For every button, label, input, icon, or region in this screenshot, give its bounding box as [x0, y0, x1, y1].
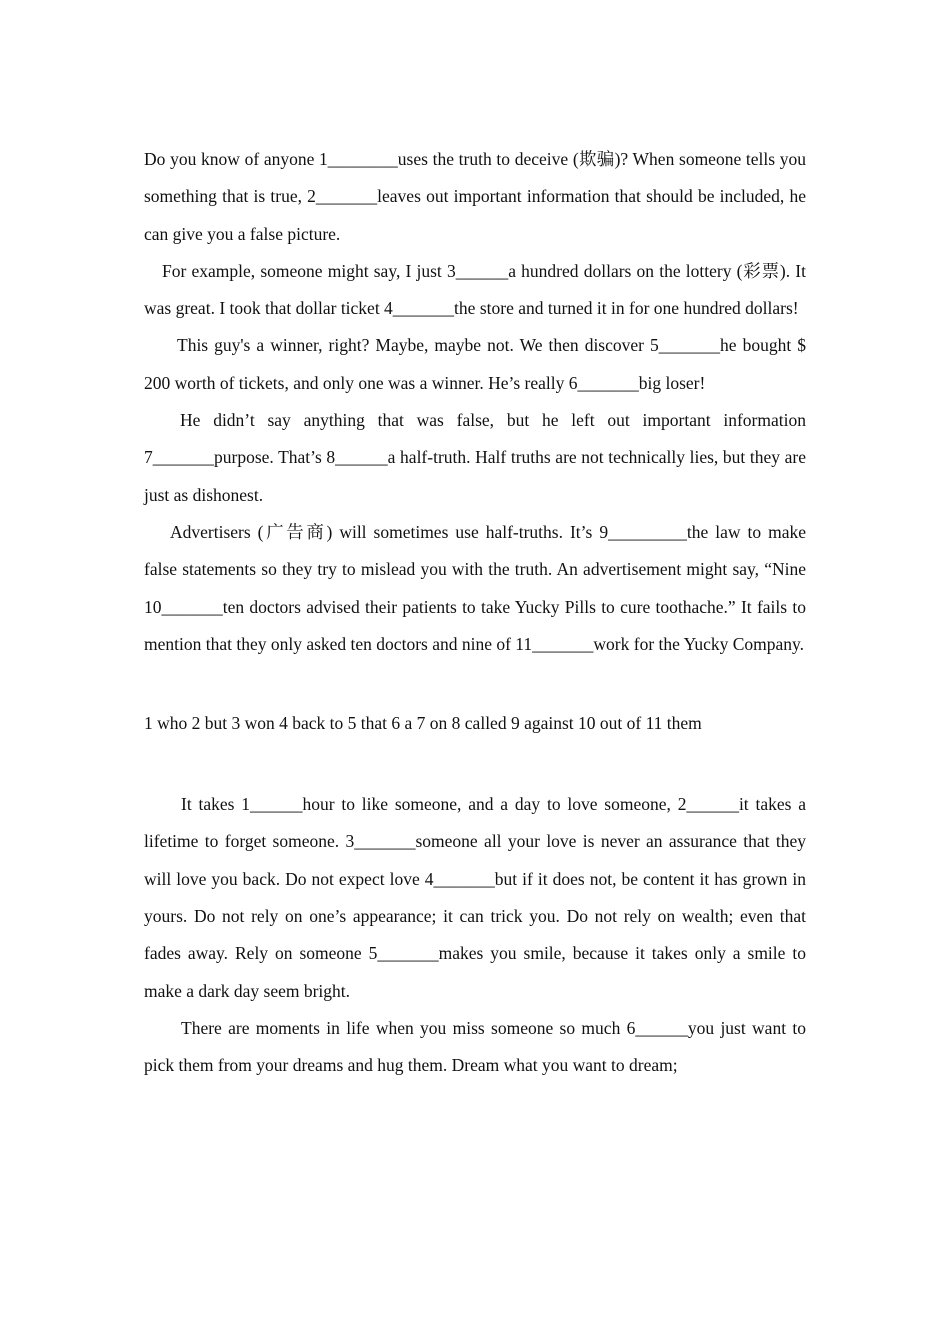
passage1-paragraph-5: Advertisers (广告商) will sometimes use half-truths. It’s 9_________the law to make false statements so they try to mislead you with the truth. An advertisement might say, “Nine 10_______ten doctors advised their patients to take Yucky Pills to cure toothache.” It fails to mention that they only asked ten doctors and nine of 11_______work for the Yucky Company. [144, 521, 806, 654]
spacer [144, 736, 806, 786]
passage1-paragraph-4: He didn’t say anything that was false, but he left out important information 7_______purpose. That’s 8______a half-truth. Half truths are not technically lies, but they are just as dishonest. [144, 410, 806, 505]
document-page [144, 141, 806, 1085]
passage1-paragraph-1: Do you know of anyone 1________uses the truth to deceive (欺骗)? When someone tells you something that is true, 2_______leaves out important information that should be included, he can give you a false picture. [144, 149, 806, 244]
passage2-paragraph-2: There are moments in life when you miss someone so much 6______you just want to pick them from your dreams and hug them. Dream what you want to dream; [144, 1017, 806, 1076]
passage2-paragraph-1: It takes 1______hour to like someone, and a day to love someone, 2______it takes a lifetime to forget someone. 3_______someone all your love is never an assurance that they will love you back. Do not expect love 4_______but if it does not, be content it has grown in yours. Do not rely on one’s appearance; it can trick you. Do not rely on wealth; even that fades away. Rely on someone 5_______makes you smile, because it takes only a smile to make a dark day seem bright. [144, 794, 806, 1001]
spacer [144, 663, 806, 711]
passage1-paragraph-3: This guy's a winner, right? Maybe, maybe not. We then discover 5_______he bought $ 200 worth of tickets, and only one was a winner. He’s really 6_______big loser! [144, 335, 806, 393]
passage1-paragraph-2: For example, someone might say, I just 3______a hundred dollars on the lottery (彩票). It was great. I took that dollar ticket 4_______the store and turned it in for one hundred dollars! [144, 260, 806, 319]
answer-key: 1 who 2 but 3 won 4 back to 5 that 6 a 7 on 8 called 9 against 10 out of 11 them [144, 713, 702, 734]
